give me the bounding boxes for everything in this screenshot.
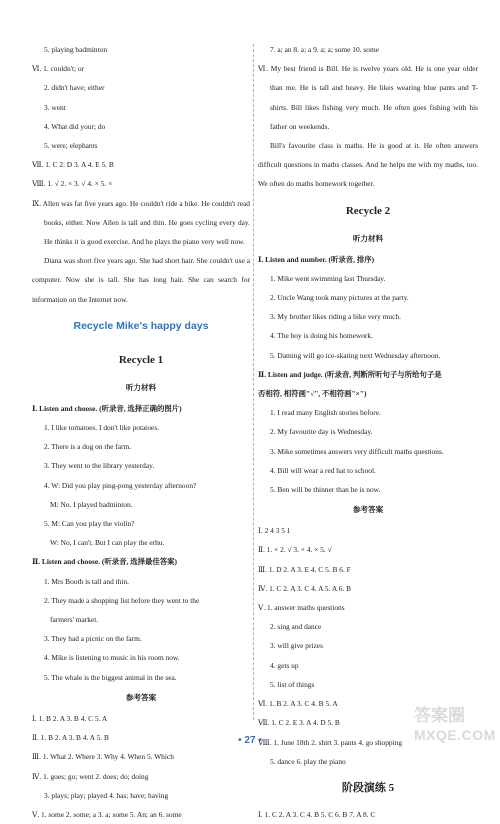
list-item: farmers' market. — [50, 615, 99, 625]
list-item: M: No. I played badminton. — [50, 499, 133, 509]
subsection-label: 参考答案 — [125, 692, 157, 702]
answer-line: 3. went — [44, 102, 66, 112]
essay-paragraph: Diana was short five years ago. She had short hair. She couldn't use a computer. Now she is tall. She has long hair. She can search for information on the Internet now. — [32, 256, 250, 304]
question-heading: 否相符, 相符画"√", 不相符画"×") — [258, 389, 367, 399]
list-item: 2. My favourite day is Wednesday. — [270, 427, 373, 437]
answer-line: 5. list of things — [270, 679, 315, 689]
list-item: W: No, I can't. But I can play the erhu. — [50, 538, 165, 548]
answer-line: Ⅰ. 2 4 3 5 1 — [258, 526, 291, 536]
subsection-label: 参考答案 — [352, 505, 384, 515]
watermark-text: 答案圈 — [414, 706, 465, 725]
list-item: 2. Uncle Wang took many pictures at the party. — [270, 293, 409, 303]
question-heading: Ⅱ. Listen and judge. (听录音, 判断所听句子与所给句子是 — [258, 369, 442, 379]
list-item: 1. Mike went swimming last Thursday. — [270, 273, 386, 283]
question-heading: Ⅱ. Listen and choose. (听录音, 选择最佳答案) — [32, 557, 178, 567]
answer-line: Ⅰ. 1. C 2. A 3. C 4. B 5. C 6. B 7. A 8. C — [258, 809, 376, 819]
list-item: 3. They had a picnic on the farm. — [44, 634, 142, 644]
section-title: 阶段演练 5 — [341, 781, 395, 794]
list-item: 1. I read many English stories before. — [270, 408, 381, 418]
watermark-url: MXQE.COM — [414, 727, 496, 743]
section-title: Recycle 2 — [345, 204, 391, 217]
answer-line: Ⅴ. 1. some 2. some; a 3. a; some 5. An; an 6. some — [32, 809, 182, 819]
answer-line: Ⅴ. 1. answer maths questions — [258, 603, 345, 613]
answer-line: Ⅰ. 1. B 2. A 3. B 4. C 5. A — [32, 713, 108, 723]
section-heading: Recycle Mike's happy days — [73, 319, 209, 332]
answer-line: 3. will give prizes — [270, 641, 323, 651]
question-heading: Ⅰ. Listen and choose. (听录音, 选择正确的图片) — [32, 403, 182, 413]
answer-line: Ⅵ. 1. couldn't; or — [32, 64, 85, 74]
answer-line: 2. didn't have; either — [44, 83, 105, 93]
answer-line: Ⅳ. 1. C 2. A 3. C 4. A 5. A 6. B — [258, 583, 352, 593]
answer-line: Ⅱ. 1. B 2. A 3. B 4. A 5. B — [32, 733, 109, 743]
essay-paragraph: Bill's favourite class is maths. He is good at it. He often answers difficult questions in maths classes. And he helps me with my maths, too. We often do maths homework together. — [258, 141, 478, 189]
answer-line: 5. playing badminton — [44, 45, 108, 54]
list-item: 3. They went to the library yesterday. — [44, 461, 155, 471]
answer-line: 3. plays; play; played 4. has; have; having — [44, 790, 169, 800]
question-heading: Ⅰ. Listen and number. (听录音, 排序) — [258, 254, 375, 264]
answer-line: 2. sing and dance — [270, 622, 322, 632]
answer-line: Ⅱ. 1. × 2. √ 3. × 4. × 5. √ — [258, 545, 332, 555]
list-item: 4. Bill will wear a red hat to school. — [270, 465, 376, 475]
watermark-logo — [414, 705, 494, 749]
answer-line: 5. were; elephants — [44, 141, 98, 151]
answer-line: Ⅲ. 1. D 2. A 3. E 4. C 5. B 6. F — [258, 564, 351, 574]
essay-paragraph: Ⅸ. Allen was fat five years ago. He couldn't ride a bike. He couldn't read books, either. Now Allen is tall and thin. He goes cycling every day. He thinks it is good exercise. And he plays the piano very well now. — [32, 198, 250, 247]
list-item: 4. The boy is doing his homework. — [270, 331, 373, 341]
answer-line: Ⅶ. 1. C 2. E 3. A 4. D 5. B — [258, 718, 340, 728]
list-item: 2. They made a shopping list before they went to the — [44, 595, 200, 605]
section-title: Recycle 1 — [118, 353, 164, 366]
subsection-label: 听力材料 — [125, 382, 157, 392]
answer-line: Ⅵ. 1. B 2. A 3. C 4. B 5. A — [258, 699, 338, 709]
page-number: • 27 • — [238, 735, 262, 746]
list-item: 1. I like tomatoes. I don't like potatoes. — [44, 423, 160, 433]
list-item: 3. Mike sometimes answers very difficult maths questions. — [270, 446, 444, 456]
answer-line: Ⅷ. 1. June 18th 2. shirt 3. pants 4. go shopping — [258, 737, 403, 747]
answer-line: 4. gets up — [270, 660, 299, 670]
essay-paragraph: Ⅵ. My best friend is Bill. He is twelve years old. He is one year older than me. He is tall and heavy. He likes wearing blue pants and T-shirts. Bill likes fishing very much. He often goes fishing with his father on weekends. — [258, 64, 478, 131]
list-item: 5. The whale is the biggest animal in the sea. — [44, 672, 177, 682]
list-item: 1. Mrs Booth is tall and thin. — [44, 576, 129, 586]
answer-line: 5. dance 6. play the piano — [270, 756, 346, 766]
list-item: 5. Ben will be thinner than he is now. — [270, 485, 381, 495]
list-item: 5. Daming will go ice-skating next Wednesday afternoon. — [270, 350, 441, 360]
answer-line: Ⅲ. 1. What 2. Where 3. Why 4. When 5. Which — [32, 752, 174, 762]
answer-line: 4. What did your; do — [44, 121, 106, 131]
answer-line: Ⅳ. 1. goes; go; went 2. does; do; doing — [32, 771, 149, 781]
answer-line: Ⅶ. 1. C 2. D 3. A 4. E 5. B — [32, 160, 114, 170]
left-column — [32, 40, 250, 824]
list-item: 4. W: Did you play ping-pong yesterday afternoon? — [44, 480, 197, 490]
list-item: 2. There is a dog on the farm. — [44, 442, 132, 452]
list-item: 5. M: Can you play the violin? — [44, 519, 135, 529]
column-divider — [253, 44, 254, 720]
answer-line: 7. a; an 8. a; a 9. a; a; some 10. some — [270, 45, 379, 54]
answer-line: Ⅷ. 1. √ 2. × 3. √ 4. × 5. × — [32, 179, 113, 189]
subsection-label: 听力材料 — [352, 233, 384, 243]
list-item: 3. My brother likes riding a bike very much. — [270, 312, 401, 322]
list-item: 4. Mike is listening to music in his room now. — [44, 653, 180, 663]
